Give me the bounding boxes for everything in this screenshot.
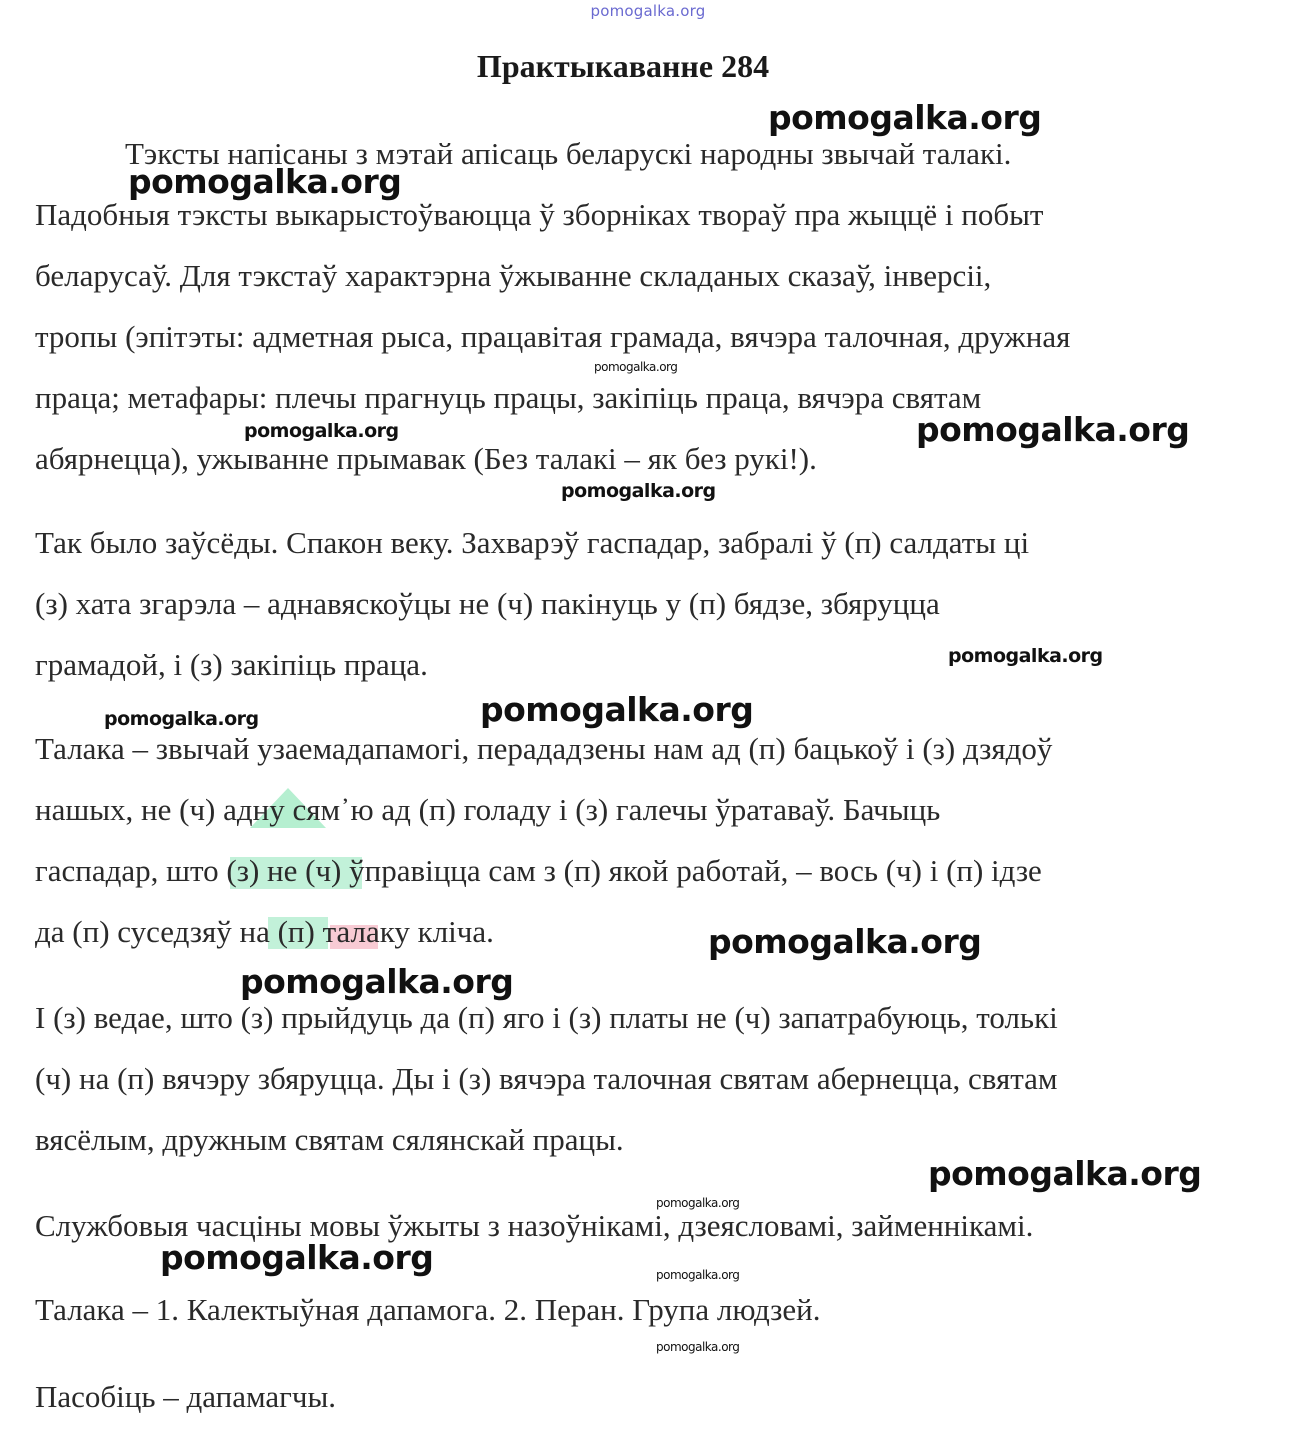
text-line: (ч) на (п) вячэру збяруцца. Ды і (з) вячэра талочная святам абернецца, святам — [35, 1061, 1058, 1096]
watermark: pomogalka.org — [160, 1238, 434, 1277]
text-line: вясёлым, дружным святам сялянскай працы. — [35, 1122, 624, 1157]
paragraph-text-1 — [35, 512, 1235, 695]
paragraph-definition-pasobits — [35, 1366, 1235, 1427]
watermark: pomogalka.org — [916, 410, 1190, 449]
text-line: І (з) ведае, што (з) прыйдуць да (п) яго і (з) платы не (ч) запатрабуюць, толькі — [35, 1000, 1058, 1035]
watermark: pomogalka.org — [104, 708, 259, 730]
watermark: pomogalka.org — [656, 1196, 740, 1210]
text-line: тропы (эпітэты: адметная рыса, працавітая грамада, вячэра талочная, дружная — [35, 319, 1071, 354]
text-line: праца; метафары: плечы прагнуць працы, закіпіць праца, вячэра святам — [35, 380, 982, 415]
paragraph-text-2 — [35, 718, 1235, 962]
text-line: Тэксты напісаны з мэтай апісаць беларускі народны звычай талакі. — [125, 136, 1012, 171]
watermark: pomogalka.org — [561, 480, 716, 502]
text-line: Талака – звычай узаемадапамогі, перададзены нам ад (п) бацькоў і (з) дзядоў — [35, 731, 1053, 766]
text-line: Талака – 1. Калектыўная дапамога. 2. Перан. Група людзей. — [35, 1292, 821, 1327]
watermark: pomogalka.org — [244, 420, 399, 442]
watermark: pomogalka.org — [594, 360, 678, 374]
text-line: нашых, не (ч) адну сям᾽ю ад (п) голаду і (з) галечы ўратаваў. Бачыць — [35, 792, 941, 827]
watermark: pomogalka.org — [656, 1268, 740, 1282]
watermark: pomogalka.org — [928, 1154, 1202, 1193]
text-line: (з) хата згарэла – аднавяскоўцы не (ч) пакінуць у (п) бядзе, збяруцца — [35, 586, 940, 621]
text-line: грамадой, і (з) закіпіць праца. — [35, 647, 428, 682]
watermark: pomogalka.org — [708, 922, 982, 961]
watermark: pomogalka.org — [240, 962, 514, 1001]
paragraph-definition-talaka — [35, 1279, 1235, 1340]
text-line: Так было заўсёды. Спакон веку. Захварэў гаспадар, забралі ў (п) салдаты ці — [35, 525, 1030, 560]
page-title: Практыкаванне 284 — [476, 48, 770, 84]
watermark: pomogalka.org — [128, 162, 402, 201]
text-line: Падобныя тэксты выкарыстоўваюцца ў зборніках твораў пра жыццё і побыт — [35, 197, 1044, 232]
watermark: pomogalka.org — [480, 690, 754, 729]
watermark: pomogalka.org — [656, 1340, 740, 1354]
text-line: Пасобіць – дапамагчы. — [35, 1379, 337, 1414]
text-line: абярнецца), ужыванне прымавак (Без талакі – як без рукі!). — [35, 441, 817, 476]
text-line: гаспадар, што (з) не (ч) ўправіцца сам з (п) якой работай, – вось (ч) і (п) ідзе — [35, 853, 1042, 888]
text-line: беларусаў. Для тэкстаў характэрна ўжыванне складаных сказаў, інверсіі, — [35, 258, 992, 293]
paragraph-text-3 — [35, 987, 1235, 1170]
text-line: да (п) суседзяў на (п) талаку кліча. — [35, 914, 494, 949]
watermark: pomogalka.org — [948, 645, 1103, 667]
text-line: Службовыя часціны мовы ўжыты з назоўнікамі, дзеясловамі, займеннікамі. — [35, 1208, 1034, 1243]
watermark: pomogalka.org — [768, 98, 1042, 137]
top-watermark: pomogalka.org — [590, 2, 706, 20]
